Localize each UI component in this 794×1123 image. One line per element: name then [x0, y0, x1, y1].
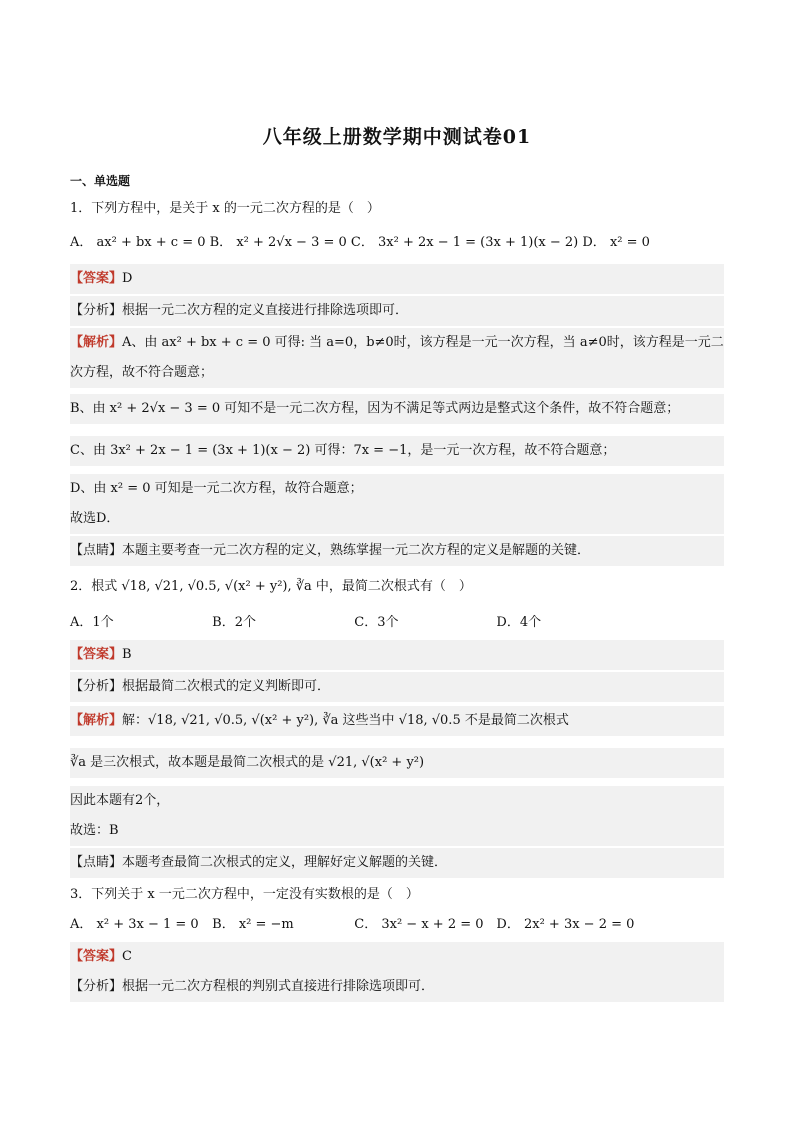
q1-solution-line-5: D、由 x² = 0 可知是一元二次方程，故符合题意； [70, 474, 724, 504]
answer-tag: 【答案】 [70, 647, 123, 662]
q3-option-c: C． 3x² − x + 2 = 0 [354, 917, 484, 932]
solution-tag: 【解析】 [70, 713, 123, 728]
q3-option-b: B． x² = −m [212, 917, 294, 932]
q1-solution-line-6: 故选D． [70, 504, 724, 534]
q1-comment-text: 本题主要考查一元二次方程的定义，熟练掌握一元二次方程的定义是解题的关键． [122, 543, 591, 558]
q1-option-b: x² + 2√x − 3 = 0 C． [236, 235, 374, 250]
q1-option-d: x² = 0 [609, 235, 650, 250]
q2-comment-text: 本题考查最简二次根式的定义，理解好定义解题的关键． [122, 855, 448, 870]
q2-solution-line-4: 故选：B [70, 816, 724, 846]
question-2-options [70, 608, 724, 638]
q2-option-a: A．1个 [70, 615, 114, 630]
q2-answer-value: B [122, 647, 132, 662]
q3-option-d: D． 2x² + 3x − 2 = 0 [496, 917, 635, 932]
q1-option-c: 3x² + 2x − 1 = (3x + 1)(x − 2) D． [378, 235, 606, 250]
q1-analysis-text: 根据一元二次方程的定义直接进行排除选项即可． [122, 303, 409, 318]
q1-solution-line-1 [70, 328, 724, 358]
q2-answer [70, 640, 724, 670]
q3-option-a: A． x² + 3x − 1 = 0 [70, 917, 199, 932]
q1-solution-line-3: B、由 x² + 2√x − 3 = 0 可知不是一元二次方程，因为不满足等式两边是整式这个条件，故不符合题意； [70, 394, 724, 424]
q1-solution-1a: A、由 ax² + bx + c = 0 可得: 当 a=0，b≠0时，该方程是一元一次方程，当 a≠0时，该方程是一元二 [122, 335, 724, 350]
q1-solution-line-4: C、由 3x² + 2x − 1 = (3x + 1)(x − 2) 可得：7x = −1，是一元一次方程，故不符合题意； [70, 436, 724, 466]
q2-option-c: C．3个 [354, 615, 399, 630]
question-2-stem: 2．根式 √18, √21, √0.5, √(x² + y²), ∛a 中，最简二次根式有（ ） [70, 579, 472, 594]
q3-analysis [70, 972, 724, 1002]
answer-tag: 【答案】 [70, 271, 123, 286]
q1-analysis [70, 296, 724, 326]
q2-solution-line-3: 因此本题有2个， [70, 786, 724, 816]
q1-comment [70, 536, 724, 566]
q2-option-d: D．4个 [496, 615, 542, 630]
section-heading: 一、单选题 [70, 174, 131, 188]
q2-solution-line-1 [70, 706, 724, 736]
page-title: 八年级上册数学期中测试卷01 [262, 126, 532, 148]
q2-comment [70, 848, 724, 878]
solution-tag: 【解析】 [70, 335, 123, 350]
question-1-options [70, 228, 724, 258]
comment-tag: 【点睛】 [70, 855, 123, 870]
q2-option-b: B．2个 [212, 615, 256, 630]
q3-answer [70, 942, 724, 972]
analysis-tag: 【分析】 [70, 303, 123, 318]
q1-answer-value: D [122, 271, 133, 286]
q2-analysis-text: 根据最简二次根式的定义判断即可． [122, 679, 331, 694]
q1-answer [70, 264, 724, 294]
analysis-tag: 【分析】 [70, 679, 123, 694]
answer-tag: 【答案】 [70, 949, 123, 964]
q2-solution-line-2: ∛a 是三次根式，故本题是最简二次根式的是 √21, √(x² + y²) [70, 748, 724, 778]
q2-solution-1: 解：√18, √21, √0.5, √(x² + y²), ∛a 这些当中 √18, √0.5 不是最简二次根式 [122, 713, 569, 728]
analysis-tag: 【分析】 [70, 979, 123, 994]
q3-analysis-text: 根据一元二次方程根的判别式直接进行排除选项即可． [122, 979, 435, 994]
q2-analysis [70, 672, 724, 702]
q1-solution-line-2: 次方程，故不符合题意； [70, 358, 724, 388]
q3-answer-value: C [122, 949, 132, 964]
question-3-options [70, 910, 724, 940]
question-1-stem: 1．下列方程中，是关于 x 的一元二次方程的是（ ） [70, 201, 380, 216]
comment-tag: 【点睛】 [70, 543, 123, 558]
q1-option-a: A． ax² + bx + c = 0 B． [70, 235, 233, 250]
question-3-stem: 3．下列关于 x 一元二次方程中，一定没有实数根的是（ ） [70, 887, 419, 902]
